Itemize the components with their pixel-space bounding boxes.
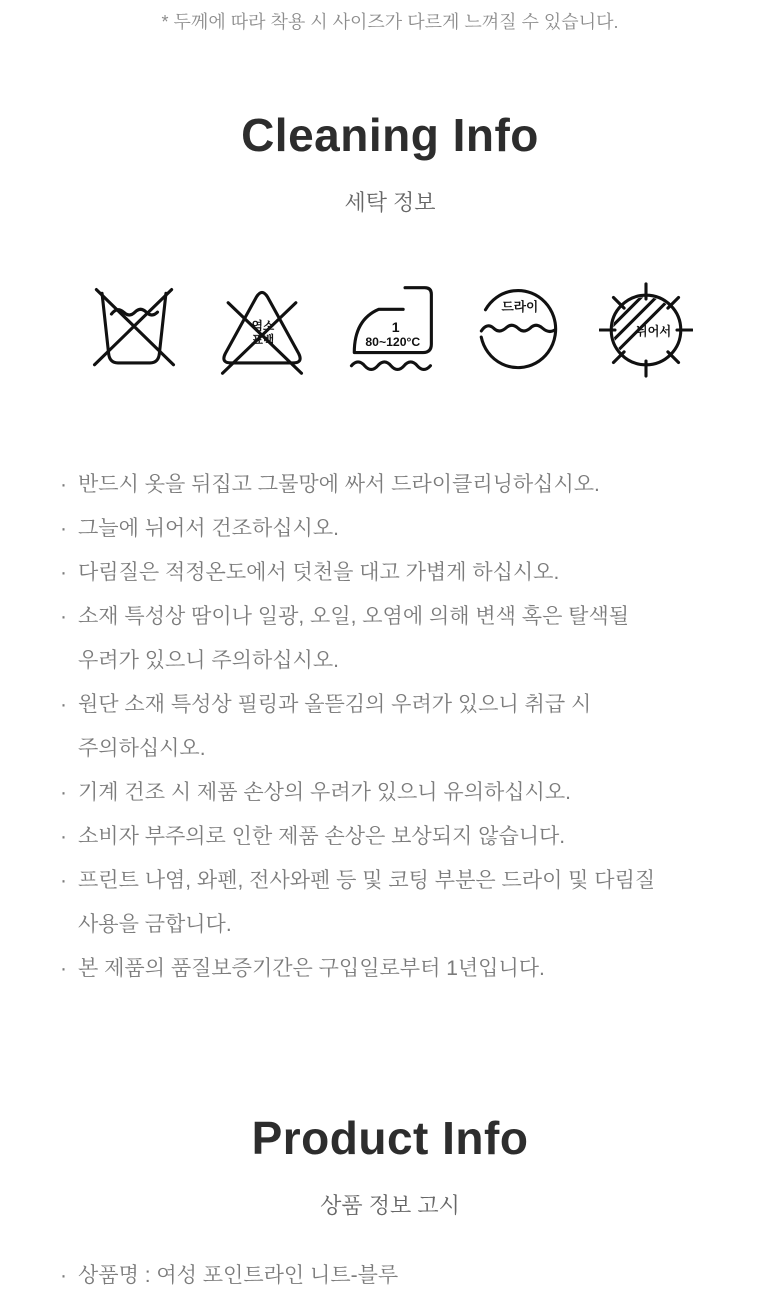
no-bleach-label-line2: 표백	[251, 334, 275, 348]
dry-clean-label: 드라이	[501, 300, 539, 315]
care-instruction-text: 다림질은 적정온도에서 덧천을 대고 가볍게 하십시오.	[78, 561, 560, 584]
bullet: ·	[60, 605, 67, 628]
iron-temp-label: 80~120°C	[365, 334, 421, 349]
product-detail-page	[0, 8, 780, 1298]
care-instruction-text: 프린트 나염, 와펜, 전사와펜 등 및 코팅 부분은 드라이 및 다림질 사용을 금합니다.	[78, 869, 656, 936]
bullet: ·	[60, 869, 67, 892]
bullet: ·	[60, 957, 67, 980]
care-instruction	[58, 595, 686, 683]
bullet: ·	[60, 825, 67, 848]
bullet: ·	[60, 561, 67, 584]
size-note: * 두께에 따라 착용 시 사이즈가 다르게 느껴질 수 있습니다.	[161, 12, 619, 32]
care-instruction	[58, 815, 686, 859]
care-icons-row	[0, 275, 780, 385]
care-instruction	[58, 947, 686, 991]
product-info-list	[58, 1254, 686, 1298]
iron-dot-label: 1	[391, 318, 400, 335]
product-info-title: Product Info	[251, 1112, 529, 1164]
care-instruction	[58, 859, 686, 947]
dry-clean-icon	[471, 275, 565, 385]
lay-flat-dry-shade-icon	[599, 275, 693, 385]
no-wash-icon	[87, 275, 181, 385]
cleaning-info-subtitle: 세탁 정보	[344, 190, 436, 215]
no-bleach-icon	[215, 275, 309, 385]
iron-icon	[343, 275, 437, 385]
care-instruction	[58, 507, 686, 551]
product-name-text: 상품명 : 여성 포인트라인 니트-블루	[78, 1264, 399, 1287]
care-instruction-text: 소비자 부주의로 인한 제품 손상은 보상되지 않습니다.	[78, 825, 566, 848]
bullet: ·	[60, 473, 67, 496]
cleaning-info-title: Cleaning Info	[241, 109, 539, 161]
bullet: ·	[60, 517, 67, 540]
no-bleach-label-line1: 염소	[251, 320, 275, 333]
care-instruction	[58, 771, 686, 815]
product-info-item	[58, 1254, 686, 1298]
care-instruction-text: 본 제품의 품질보증기간은 구입일로부터 1년입니다.	[78, 957, 545, 980]
care-instruction-text: 그늘에 뉘어서 건조하십시오.	[78, 517, 339, 540]
care-instructions-list	[58, 463, 686, 991]
care-instruction	[58, 463, 686, 507]
care-instruction-text: 반드시 옷을 뒤집고 그물망에 싸서 드라이클리닝하십시오.	[78, 473, 600, 496]
bullet: ·	[60, 781, 67, 804]
product-info-subtitle: 상품 정보 고시	[320, 1193, 460, 1218]
care-instruction	[58, 551, 686, 595]
care-instruction-text: 원단 소재 특성상 필링과 올뜯김의 우려가 있으니 취급 시 주의하십시오.	[78, 693, 592, 760]
lay-flat-label: 뉘어서	[635, 324, 672, 339]
care-instruction	[58, 683, 686, 771]
bullet: ·	[60, 693, 67, 716]
product-info-section	[0, 1111, 780, 1298]
care-instruction-text: 기계 건조 시 제품 손상의 우려가 있으니 유의하십시오.	[78, 781, 571, 804]
care-instruction-text: 소재 특성상 땀이나 일광, 오일, 오염에 의해 변색 혹은 탈색될 우려가 있으니 주의하십시오.	[78, 605, 630, 672]
bullet: ·	[60, 1264, 67, 1287]
cleaning-info-section	[0, 108, 780, 991]
